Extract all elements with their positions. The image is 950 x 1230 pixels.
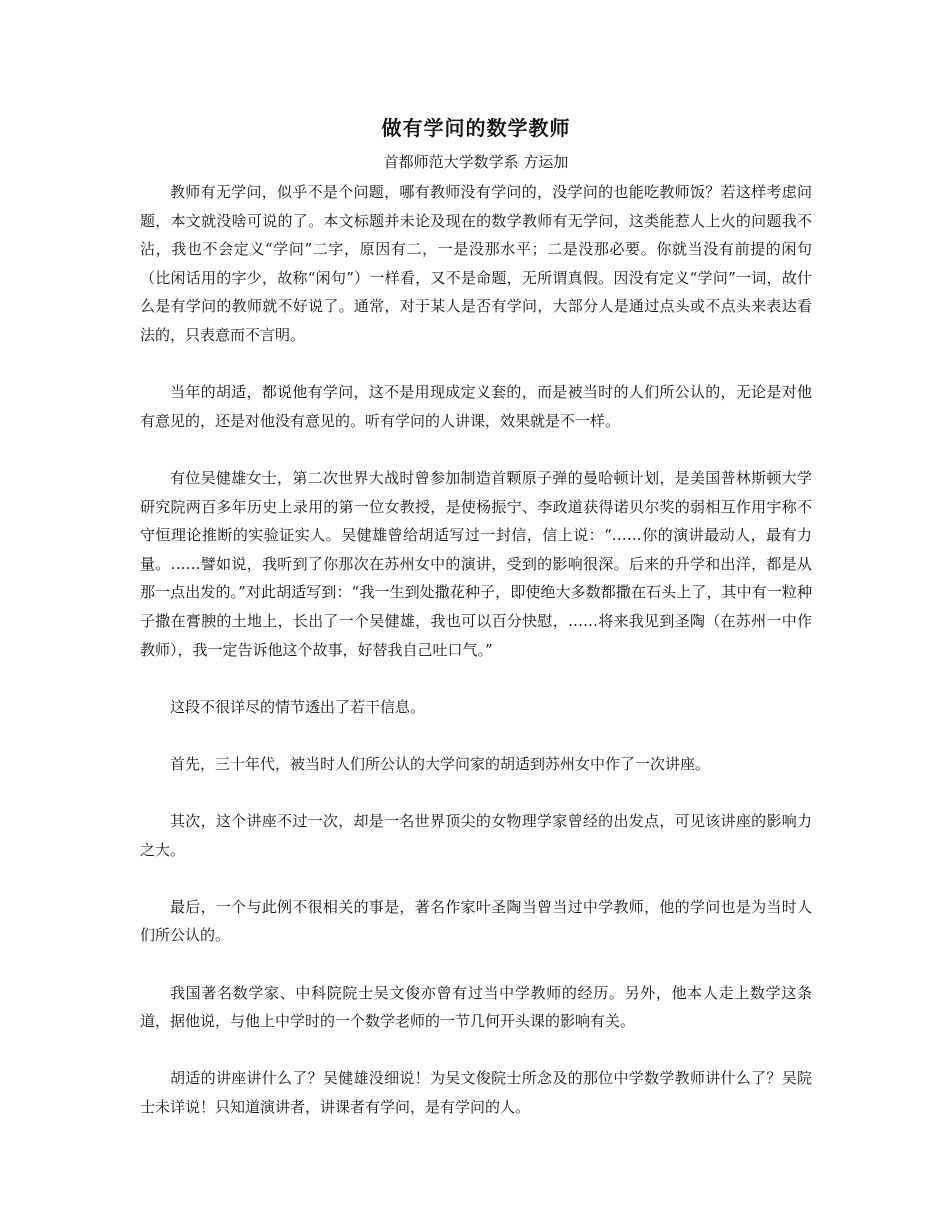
document-title: 做有学问的数学教师 [381, 116, 571, 140]
document-page [140, 112, 812, 1122]
paragraph-8: 我国著名数学家、中科院院士吴文俊亦曾有过当中学教师的经历。另外，他本人走上数学这条道，据他说，与他上中学时的一个数学老师的一节几何开头课的影响有关。 [140, 983, 812, 1031]
paragraph-5: 首先，三十年代，被当时人们所公认的大学问家的胡适到苏州女中作了一次讲座。 [170, 754, 711, 773]
paragraph-4: 这段不很详尽的情节透出了若干信息。 [170, 697, 426, 716]
author-line: 首都师范大学数学系 方运加 [383, 153, 569, 171]
paragraph-7: 最后，一个与此例不很相关的事是，著名作家叶圣陶当曾当过中学教师，他的学问也是为当时人们所公认的。 [140, 897, 812, 945]
paragraph-9: 胡适的讲座讲什么了？吴健雄没细说！为吴文俊院士所念及的那位中学数学教师讲什么了？吴院士未详说！只知道演讲者，讲课者有学问，是有学问的人。 [140, 1069, 812, 1116]
paragraph-3: 有位吴健雄女士，第二次世界大战时曾参加制造首颗原子弹的曼哈顿计划，是美国普林斯顿大学研究院两百多年历史上录用的第一位女教授，是使杨振宁、李政道获得诺贝尔奖的弱相互作用宇称不守恒理论推断的实验证实人。吴健雄曾给胡适写过一封信，信上说：“……你的演讲最动人，最有力量。……譬如说，我听到了你那次在苏州女中的演讲，受到的影响很深。后来的升学和出洋，都是从那一点出发的。”对此胡适写到：“我一生到处撒花种子，即使绝大多数都撒在石头上了，其中有一粒种子撒在膏腴的土地上，长出了一个吴健雄，我也可以百分快慰，……将来我见到圣陶（在苏州一中作教师），我一定告诉他这个故事，好替我自己吐口气。” [140, 468, 812, 659]
paragraph-6: 其次，这个讲座不过一次，却是一名世界顶尖的女物理学家曾经的出发点，可见该讲座的影响力之大。 [140, 812, 812, 859]
paragraph-1: 教师有无学问，似乎不是个问题，哪有教师没有学问的，没学问的也能吃教师饭？若这样考虑问题，本文就没啥可说的了。本文标题并未论及现在的数学教师有无学问，这类能惹人上火的问题我不沾，我也不会定义“学问”二字，原因有二，一是没那水平；二是没那必要。你就当没有前提的闲句（比闲话用的字少，故称“闲句”）一样看，又不是命题，无所谓真假。因没有定义“学问”一词，故什么是有学问的教师就不好说了。通常，对于某人是否有学问，大部分人是通过点头或不点头来表达看法的，只表意而不言明。 [140, 183, 812, 344]
paragraph-2: 当年的胡适，都说他有学问，这不是用现成定义套的，而是被当时的人们所公认的，无论是对他有意见的，还是对他没有意见的。听有学问的人讲课，效果就是不一样。 [140, 383, 812, 430]
